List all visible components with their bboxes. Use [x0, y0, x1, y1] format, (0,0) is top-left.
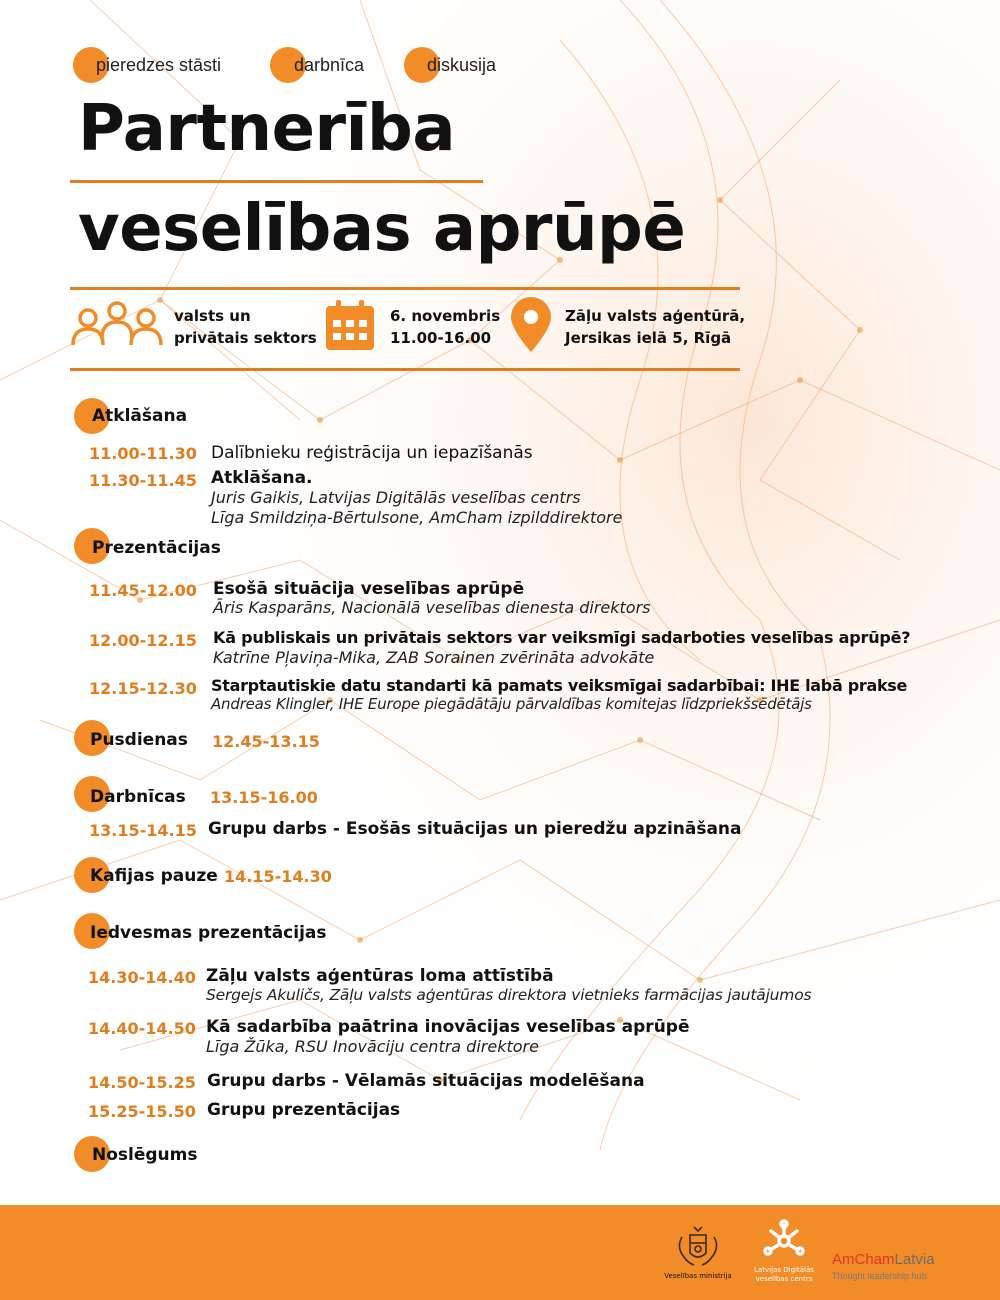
logo-amcham-subtitle: Thought leadership hub [832, 1271, 927, 1281]
section-opening: Atklāšana [92, 406, 188, 426]
agenda-item-title: Grupu prezentācijas [207, 1100, 401, 1120]
agenda-speaker: Sergejs Akuličs, Zāļu valsts aģentūras direktora vietnieks farmācijas jautājumos [206, 986, 812, 1004]
title-line-2: veselības aprūpē [78, 192, 686, 266]
agenda-time: 14.40-14.50 [88, 1019, 196, 1038]
title-line-1: Partnerība [78, 92, 455, 166]
section-coffee-break-time: 14.15-14.30 [224, 867, 332, 886]
agenda-speaker: Katrīne Pļaviņa-Mika, ZAB Sorainen zvērināta advokāte [213, 648, 655, 667]
tag-label: diskusija [427, 55, 497, 75]
section-workshops: Darbnīcas [90, 787, 186, 807]
calendar-icon [322, 298, 378, 354]
agenda-item-title: Grupu darbs - Esošās situācijas un pieredžu apzināšana [208, 819, 742, 839]
agenda-time: 12.15-12.30 [89, 679, 197, 698]
footer-bar [0, 1205, 1000, 1300]
health-network-icon [762, 1219, 806, 1263]
agenda-item-title: Zāļu valsts aģentūras loma attīstībā [206, 966, 554, 986]
people-icon [70, 298, 165, 348]
section-closing: Noslēgums [92, 1145, 198, 1165]
tag-label: pieredzes stāsti [96, 55, 222, 75]
agenda-time: 15.25-15.50 [88, 1102, 196, 1121]
logo-ministry-caption: Veselības ministrija [664, 1272, 732, 1280]
info-divider-bottom [70, 368, 740, 371]
info-sector-line-2: privātais sektors [174, 329, 317, 347]
agenda-item-title: Starptautiskie datu standarti kā pamats veiksmīgai sadarbībai: IHE labā prakse [211, 676, 908, 695]
section-lunch: Pusdienas [90, 730, 188, 750]
info-divider-top [70, 287, 740, 290]
agenda-time: 14.30-14.40 [88, 968, 196, 987]
agenda-item-title: Esošā situācija veselības aprūpē [213, 579, 525, 599]
section-coffee-break: Kafijas pauze [90, 866, 218, 886]
agenda-speaker: Āris Kasparāns, Nacionālā veselības dienesta direktors [213, 598, 651, 617]
info-date: 6. novembris [390, 307, 501, 325]
logo-digital-health-caption-2: veselības centrs [755, 1275, 813, 1283]
agenda-speaker: Līga Smildziņa-Bērtulsone, AmCham izpilddirektore [211, 508, 623, 527]
coat-of-arms-icon [672, 1223, 724, 1271]
info-place-line-1: Zāļu valsts aģentūrā, [565, 307, 746, 325]
tag-label: darbnīca [294, 55, 365, 75]
location-pin-icon [508, 296, 554, 354]
agenda-time: 12.00-12.15 [89, 631, 197, 650]
logo-latvia-text: Latvia [894, 1251, 935, 1268]
logo-amcham-text: AmCham [832, 1251, 895, 1268]
agenda-item-title: Atklāšana. [211, 468, 313, 488]
title-divider [70, 180, 483, 183]
agenda-item-title: Grupu darbs - Vēlamās situācijas modelēšana [207, 1071, 645, 1091]
info-sector-line-1: valsts un [174, 307, 251, 325]
logo-digital-health-caption-1: Latvijas Digitālās [754, 1266, 814, 1274]
info-place-line-2: Jersikas ielā 5, Rīgā [565, 329, 732, 347]
section-inspiration: Iedvesmas prezentācijas [90, 923, 327, 943]
agenda-item-title: Kā publiskais un privātais sektors var veiksmīgi sadarboties veselības aprūpē? [213, 628, 911, 647]
info-time: 11.00-16.00 [390, 329, 492, 347]
agenda-time: 11.45-12.00 [89, 581, 197, 600]
section-presentations: Prezentācijas [92, 538, 221, 558]
agenda-speaker: Andreas Klingler, IHE Europe piegādātāju pārvaldības komitejas līdzpriekšsēdētājs [211, 695, 812, 713]
section-workshops-time: 13.15-16.00 [210, 788, 318, 807]
agenda-item-title: Dalībnieku reģistrācija un iepazīšanās [211, 443, 533, 463]
agenda-time: 13.15-14.15 [89, 821, 197, 840]
section-lunch-time: 12.45-13.15 [212, 732, 320, 751]
agenda-speaker: Juris Gaikis, Latvijas Digitālās veselības centrs [211, 488, 581, 507]
agenda-time: 11.00-11.30 [89, 444, 197, 463]
logo-amcham [832, 1251, 935, 1268]
agenda-time: 11.30-11.45 [89, 471, 197, 490]
agenda-time: 14.50-15.25 [88, 1073, 196, 1092]
agenda-item-title: Kā sadarbība paātrina inovācijas veselības aprūpē [206, 1017, 690, 1037]
agenda-speaker: Līga Žūka, RSU Inovāciju centra direktore [206, 1037, 539, 1056]
